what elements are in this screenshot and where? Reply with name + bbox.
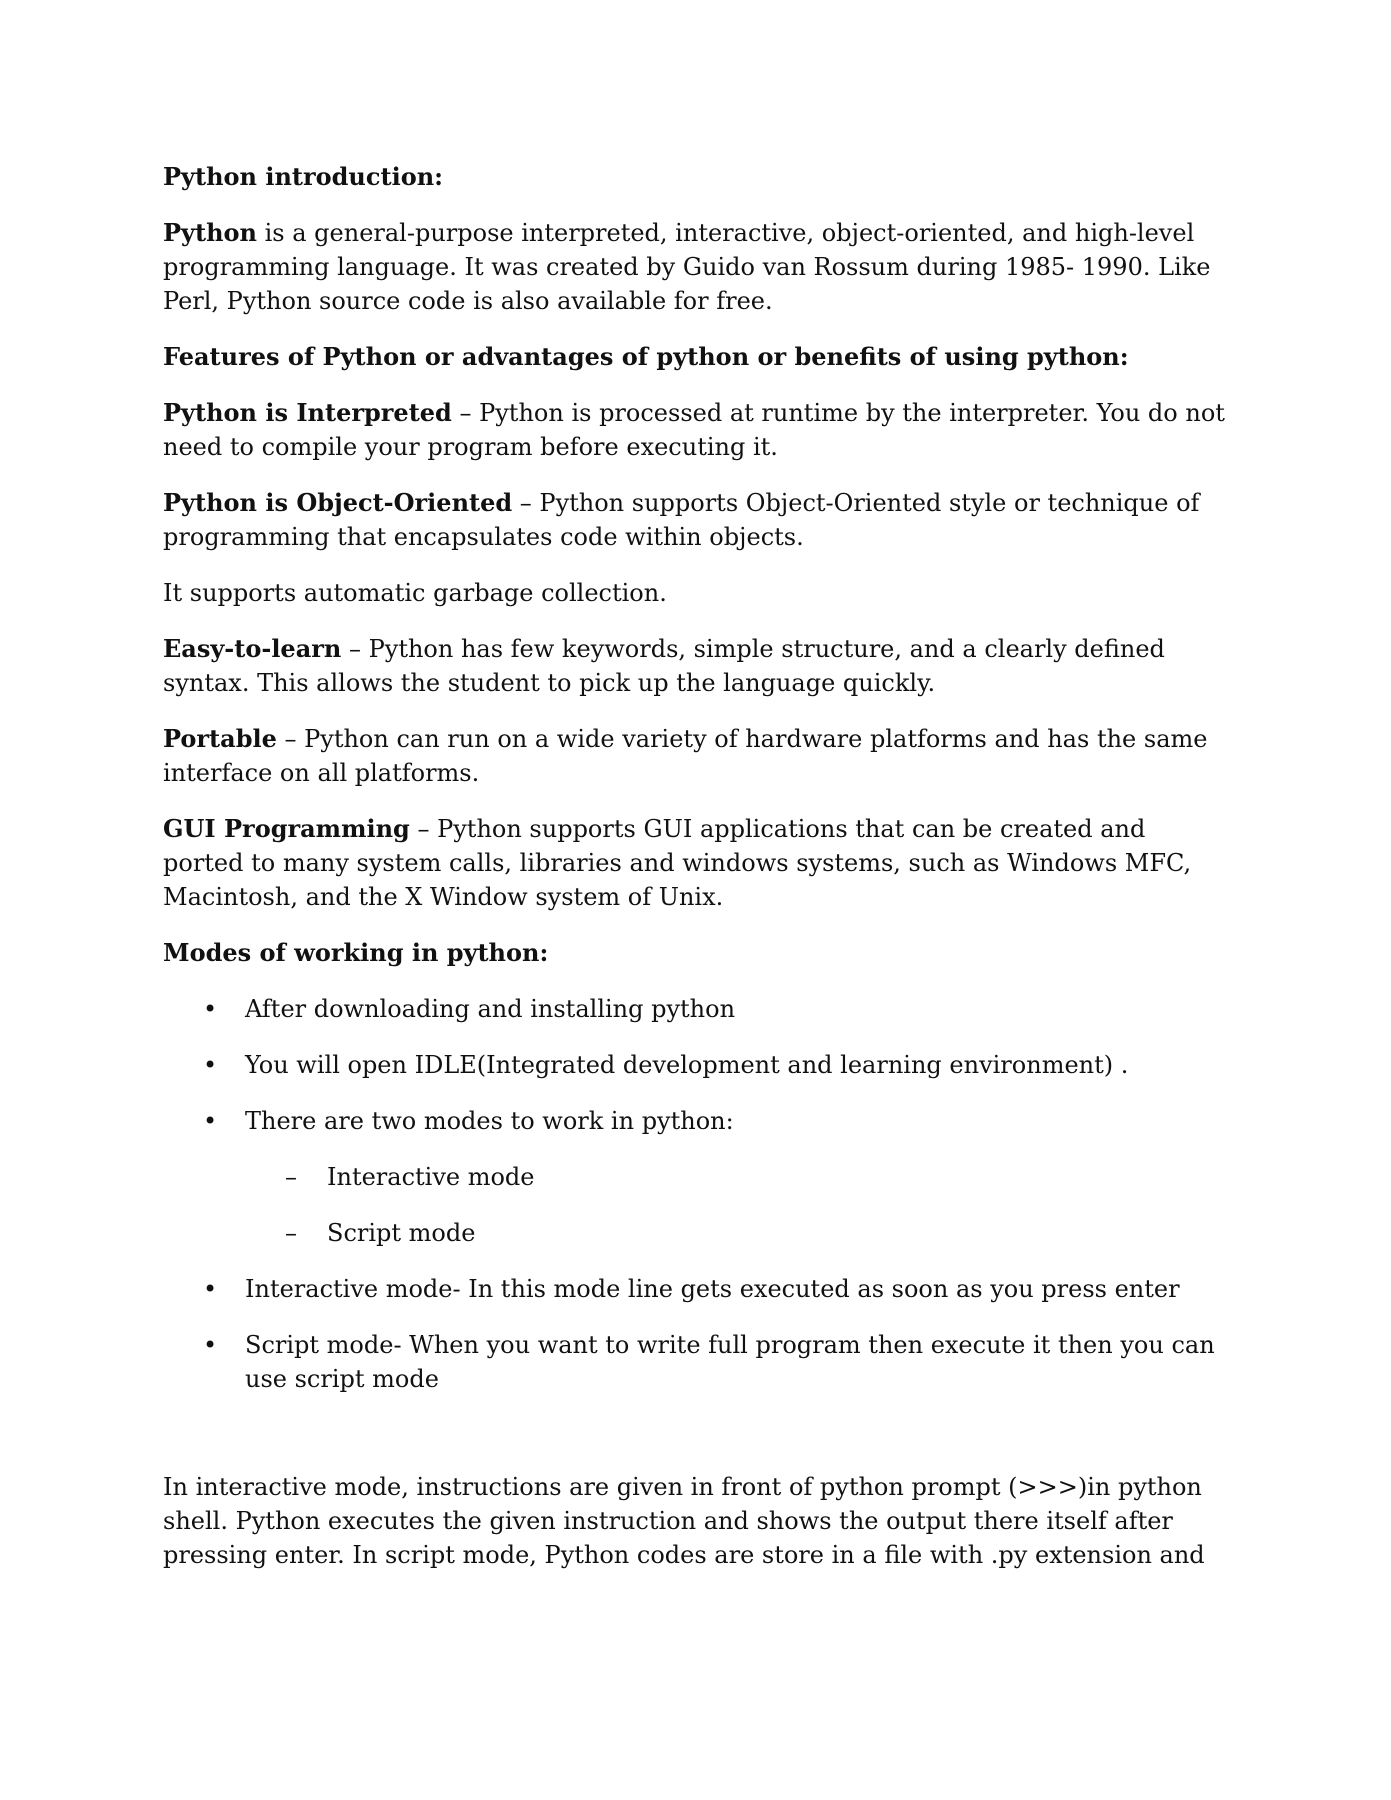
intro-paragraph (163, 216, 1233, 318)
closing-paragraph: In interactive mode, instructions are given in front of python prompt (>>>)in python shell. Python executes the given instruction and shows the output there itself after pressing enter. In script mode, Python codes are store in a file with .py extension and (163, 1473, 1205, 1569)
list-item (163, 1328, 1233, 1396)
sub-list-item-text: Interactive mode (327, 1163, 535, 1191)
list-item-text: Script mode- When you want to write full program then execute it then you can use script mode (245, 1331, 1215, 1393)
feature-term: Python is Interpreted (163, 398, 452, 427)
bullet-icon: • (203, 1107, 218, 1135)
list-item-text: There are two modes to work in python: (245, 1107, 734, 1135)
spacer (163, 1418, 1233, 1470)
feature-text: – Python can run on a wide variety of hardware platforms and has the same interface on all platforms. (163, 725, 1208, 787)
feature-text: – Python supports GUI applications that can be created and ported to many system calls, libraries and windows systems, such as Windows MFC, Macintosh, and the X Window system of Unix. (163, 815, 1192, 911)
list-item (163, 1272, 1233, 1306)
feature-interpreted (163, 396, 1233, 464)
feature-term: Python is Object-Oriented (163, 488, 513, 517)
intro-term: Python (163, 218, 257, 247)
feature-garbage-collection (163, 576, 1233, 610)
bullet-icon: • (203, 1051, 218, 1079)
modes-sub-list (245, 1160, 1233, 1250)
modes-bullet-list (163, 992, 1233, 1396)
list-item (163, 1048, 1233, 1082)
feature-text: – Python supports Object-Oriented style or technique of programming that encapsulates code within objects. (163, 489, 1200, 551)
list-item-text: After downloading and installing python (245, 995, 736, 1023)
feature-term: Portable (163, 724, 277, 753)
intro-text: is a general-purpose interpreted, interactive, object-oriented, and high-level programming language. It was created by Guido van Rossum during 1985- 1990. Like Perl, Python source code is also available for free. (163, 219, 1211, 315)
feature-term: GUI Programming (163, 814, 410, 843)
feature-easy-to-learn (163, 632, 1233, 700)
sub-list-item-text: Script mode (327, 1219, 476, 1247)
feature-object-oriented (163, 486, 1233, 554)
bullet-icon: • (203, 1331, 218, 1359)
list-item-text: You will open IDLE(Integrated development and learning environment) . (245, 1051, 1129, 1079)
list-item (163, 992, 1233, 1026)
bullet-icon: • (203, 995, 218, 1023)
modes-heading: Modes of working in python: (163, 938, 549, 967)
feature-portable (163, 722, 1233, 790)
bullet-icon: • (203, 1275, 218, 1303)
features-heading: Features of Python or advantages of python or benefits of using python: (163, 342, 1129, 371)
feature-text: – Python is processed at runtime by the interpreter. You do not need to compile your program before executing it. (163, 399, 1225, 461)
list-item-text: Interactive mode- In this mode line gets executed as soon as you press enter (245, 1275, 1180, 1303)
feature-term: Easy-to-learn (163, 634, 342, 663)
sub-list-item (245, 1160, 1233, 1194)
dash-icon: – (285, 1219, 297, 1247)
intro-heading: Python introduction: (163, 162, 444, 191)
sub-list-item (245, 1216, 1233, 1250)
feature-text: – Python has few keywords, simple structure, and a clearly defined syntax. This allows the student to pick up the language quickly. (163, 635, 1165, 697)
feature-gui-programming (163, 812, 1233, 914)
document-content (163, 160, 1233, 1594)
dash-icon: – (285, 1163, 297, 1191)
list-item (163, 1104, 1233, 1250)
feature-text: It supports automatic garbage collection. (163, 579, 667, 607)
